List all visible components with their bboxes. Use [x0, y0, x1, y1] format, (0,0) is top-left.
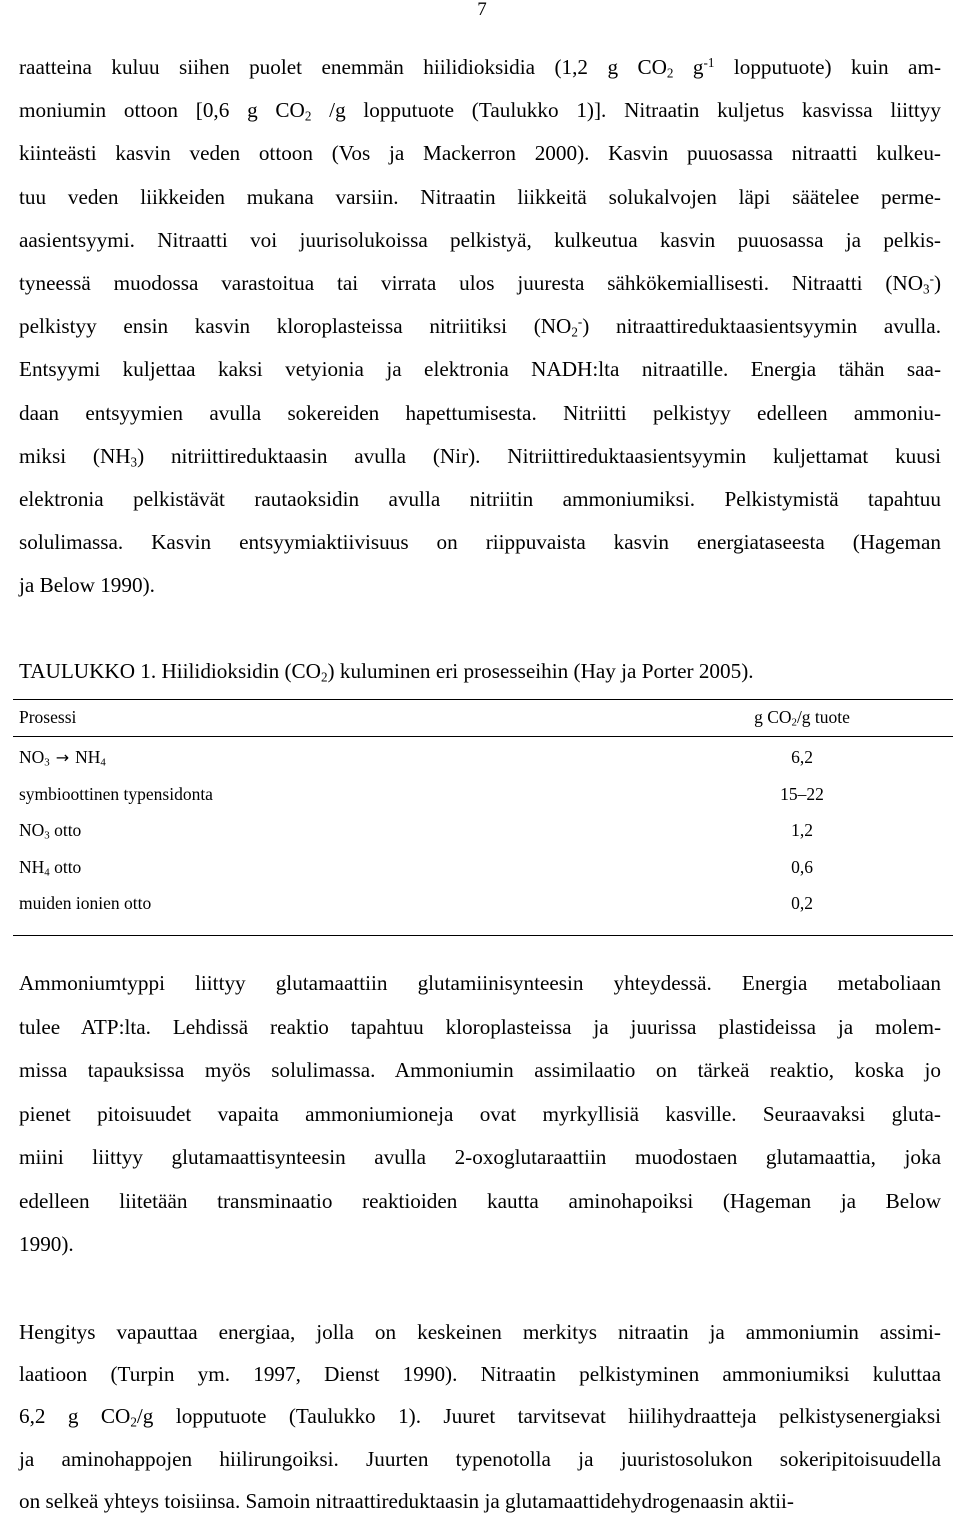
text-line: elektronia pelkistävät rautaoksidin avulla nitriitin ammoniumiksi. Pelkistymistä tapahtuu — [19, 487, 941, 512]
page-number: 7 — [477, 0, 487, 20]
text-line: daan entsyymien avulla sokereiden hapettumisesta. Nitriitti pelkistyy edelleen ammoniu- — [19, 400, 941, 425]
table-row — [13, 886, 953, 923]
text-line: tyneessä muodossa varastoitua tai virrata ulos juuresta sähkökemiallisesti. Nitraatti $(NO_3^-)$ — [19, 270, 941, 297]
text-line: kiinteästi kasvin veden ottoon (Vos ja Mackerron 2000). Kasvin puuosassa nitraatti kulkeu- — [19, 141, 941, 166]
table-header-row — [13, 700, 953, 737]
text-line: tulee ATP:lta. Lehdissä reaktio tapahtuu kloroplasteissa ja juurissa plastideissa ja molem- — [19, 1014, 941, 1039]
text-line: 6,2 g $CO_2/g$ lopputuote (Taulukko 1). Juuret tarvitsevat hiilihydraatteja pelkistysenergiaksi — [19, 1404, 941, 1430]
paragraph-ammonium-assimilation — [19, 962, 941, 1267]
header-process: Prosessi — [19, 707, 77, 727]
cell-value: 15–22 — [780, 783, 824, 804]
text-line: 1990). — [19, 1232, 74, 1256]
text-line: pelkistyy ensin kasvin kloroplasteissa nitriitiksi $(NO_2^-)$ nitraattireduktaasientsyymin avulla. — [19, 314, 941, 340]
cell-process: muiden ionien otto — [19, 893, 152, 914]
text-line: miini liittyy glutamaattisynteesin avulla 2-oxoglutaraattiin muodostaen glutamaattia, joka — [19, 1145, 941, 1169]
text-line: tuu veden liikkeiden mukana varsiin. Nitraatin liikkeitä solukalvojen läpi säätelee perme- — [19, 184, 941, 209]
cell-process: $NO_3$ otto — [19, 820, 82, 842]
arrow-icon: → — [55, 748, 70, 767]
co2-consumption-table — [13, 699, 953, 936]
paragraph-nitrate-transport — [19, 46, 941, 608]
text-line: on selkeä yhteys toisiinsa. Samoin nitraattireduktaasin ja glutamaattidehydrogenaasin aktii- — [19, 1488, 794, 1513]
text-line: pienet pitoisuudet vapaita ammoniumioneja ovat myrkyllisiä kasville. Seuraavaksi gluta- — [19, 1101, 941, 1126]
text-line: ja Below 1990). — [19, 573, 155, 598]
text-line: edelleen liitetään transminaatio reaktioiden kautta aminohapoiksi (Hageman ja Below — [19, 1188, 941, 1213]
cell-value: 0,6 — [791, 856, 813, 877]
text-line: solulimassa. Kasvin entsyymiaktiivisuus on riippuvaista kasvin energiataseesta (Hageman — [19, 530, 941, 555]
cell-process: symbioottinen typensidonta — [19, 783, 213, 804]
text-line: Hengitys vapauttaa energiaa, jolla on keskeinen merkitys nitraatin ja ammoniumin assimi- — [19, 1320, 941, 1344]
header-value: g $CO_2/g$ tuote — [754, 707, 850, 729]
text-line: Entsyymi kuljettaa kaksi vetyionia ja elektronia NADH:lta nitraatille. Energia tähän saa- — [19, 357, 941, 382]
cell-process: $NO_3 \to NH_4$ — [19, 747, 106, 769]
table-row — [13, 813, 953, 850]
text-line: ja aminohappojen hiilirungoiksi. Juurten typenotolla ja juuristosolukon sokeripitoisuudella — [19, 1446, 941, 1471]
cell-process: $NH_4$ otto — [19, 856, 82, 879]
text-line: moniumin ottoon [0,6 g $CO_2$ /g lopputuote (Taulukko 1)]. Nitraatin kuljetus kasvissa liittyy — [19, 98, 941, 124]
cell-value: 6,2 — [791, 747, 813, 767]
text-line: laatioon (Turpin ym. 1997, Dienst 1990). Nitraatin pelkistyminen ammoniumiksi kuluttaa — [19, 1362, 941, 1387]
table-row — [13, 850, 953, 887]
table-body — [13, 737, 953, 935]
table-row — [13, 777, 953, 814]
text-line: missa tapauksissa myös solulimassa. Ammoniumin assimilaatio on tärkeä reaktio, koska jo — [19, 1058, 941, 1082]
text-line: Ammoniumtyppi liittyy glutamaattiin glutamiinisynteesin yhteydessä. Energia metaboliaan — [19, 971, 941, 995]
table-caption: TAULUKKO 1. Hiilidioksidin $(CO_2)$ kuluminen eri prosesseihin (Hay ja Porter 2005). — [19, 659, 754, 685]
text-line: aasientsyymi. Nitraatti voi juurisolukoissa pelkistyä, kulkeutua kasvin puuosassa ja pelkis- — [19, 227, 941, 252]
paragraph-respiration — [19, 1311, 941, 1522]
table-row — [13, 740, 953, 777]
cell-value: 0,2 — [791, 893, 813, 914]
cell-value: 1,2 — [791, 820, 813, 841]
text-line: raatteina kuluu siihen puolet enemmän hiilidioksidia (1,2 g $CO_2$ $g^{-1}$ lopputuote) kuin am- — [19, 54, 942, 81]
text-line: miksi $(NH_3)$ nitriittireduktaasin avulla (Nir). Nitriittireduktaasientsyymin kuljettamat kuusi — [19, 443, 941, 470]
